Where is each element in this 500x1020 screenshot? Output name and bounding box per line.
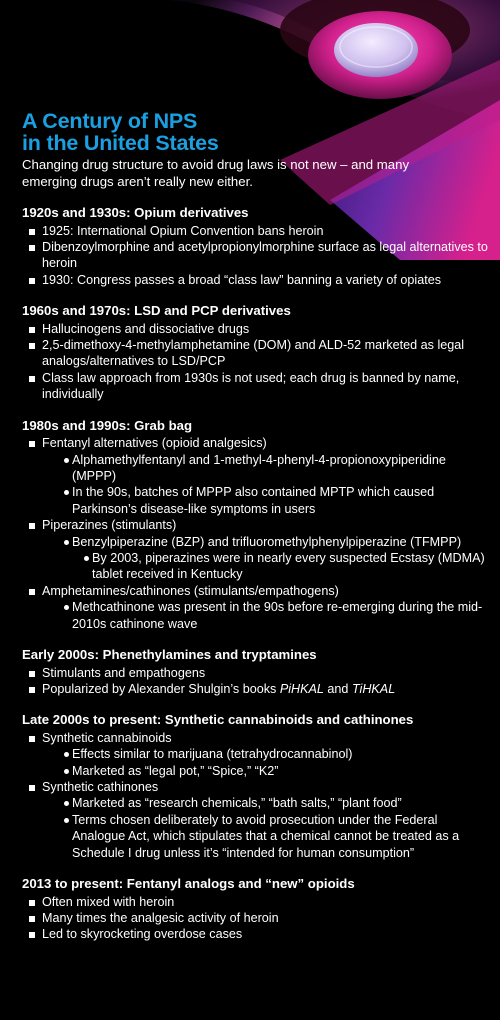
section-2013-present (22, 876, 488, 943)
list-item-text: and (327, 681, 349, 696)
list-item: 1925: International Opium Convention bans heroin (22, 223, 488, 239)
list-item: Hallucinogens and dissociative drugs (22, 321, 488, 337)
list-item: Alphamethylfentanyl and 1-methyl-4-phenyl-4-propionoxypiperidine (MPPP) (22, 452, 488, 485)
list-item: By 2003, piperazines were in nearly every suspected Ecstasy (MDMA) tablet received in Kentucky (22, 550, 488, 583)
list-item: Dibenzoylmorphine and acetylpropionylmorphine surface as legal alternatives to heroin (22, 239, 488, 272)
list-item: Led to skyrocketing overdose cases (22, 926, 488, 942)
intro-paragraph: Changing drug structure to avoid drug laws is not new – and many emerging drugs aren’t really new either. (22, 157, 410, 189)
bullet-list (22, 435, 488, 632)
list-item: Often mixed with heroin (22, 894, 488, 910)
list-item: Marketed as “research chemicals,” “bath salts,” “plant food” (22, 795, 488, 811)
section-1960s-1970s (22, 303, 488, 403)
list-item (22, 681, 488, 697)
list-item: 1930: Congress passes a broad “class law” banning a variety of opiates (22, 272, 488, 288)
title-line-1: A Century of NPS (22, 109, 198, 133)
list-item: Synthetic cannabinoids (22, 730, 488, 746)
section-heading: 1980s and 1990s: Grab bag (22, 417, 193, 433)
list-item: Stimulants and empathogens (22, 665, 488, 681)
section-early-2000s (22, 647, 488, 697)
list-item: Piperazines (stimulants) (22, 517, 488, 533)
section-1920s-1930s (22, 205, 488, 288)
book-title: PiHKAL (279, 681, 324, 696)
list-item: Marketed as “legal pot,” “Spice,” “K2” (22, 763, 488, 779)
section-1980s-1990s (22, 418, 488, 632)
title-line-2: in the United States (22, 131, 219, 155)
bullet-list (22, 730, 488, 861)
list-item: Synthetic cathinones (22, 779, 488, 795)
list-item: Benzylpiperazine (BZP) and trifluoromethylphenylpiperazine (TFMPP) (22, 534, 488, 550)
list-item: Many times the analgesic activity of heroin (22, 910, 488, 926)
list-item: 2,5-dimethoxy-4-methylamphetamine (DOM) and ALD-52 marketed as legal analogs/alternatives to LSD/PCP (22, 337, 488, 370)
bullet-list (22, 665, 488, 698)
list-item: Class law approach from 1930s is not used; each drug is banned by name, individually (22, 370, 488, 403)
page-title (22, 110, 488, 154)
section-heading: Early 2000s: Phenethylamines and tryptamines (22, 647, 317, 663)
section-heading: 1960s and 1970s: LSD and PCP derivatives (22, 303, 291, 319)
section-late-2000s (22, 712, 488, 861)
section-heading: 1920s and 1930s: Opium derivatives (22, 205, 249, 220)
list-item: In the 90s, batches of MPPP also contained MPTP which caused Parkinson’s disease-like symptoms in users (22, 484, 488, 517)
list-item-text: Popularized by Alexander Shulgin’s books (42, 681, 277, 696)
bullet-list (22, 894, 488, 943)
list-item: Fentanyl alternatives (opioid analgesics) (22, 435, 488, 451)
article-body (22, 110, 488, 943)
section-heading: 2013 to present: Fentanyl analogs and “new” opioids (22, 876, 355, 892)
book-title: TiHKAL (351, 681, 396, 696)
bullet-list (22, 223, 488, 289)
section-heading: Late 2000s to present: Synthetic cannabinoids and cathinones (22, 712, 414, 728)
list-item: Amphetamines/cathinones (stimulants/empathogens) (22, 583, 488, 599)
list-item: Terms chosen deliberately to avoid prosecution under the Federal Analogue Act, which stipulates that a chemical cannot be treated as a Schedule I drug unless it’s “intended for human consumption” (22, 812, 488, 861)
list-item: Methcathinone was present in the 90s before re-emerging during the mid-2010s cathinone wave (22, 599, 488, 632)
bullet-list (22, 321, 488, 403)
list-item: Effects similar to marijuana (tetrahydrocannabinol) (22, 746, 488, 762)
